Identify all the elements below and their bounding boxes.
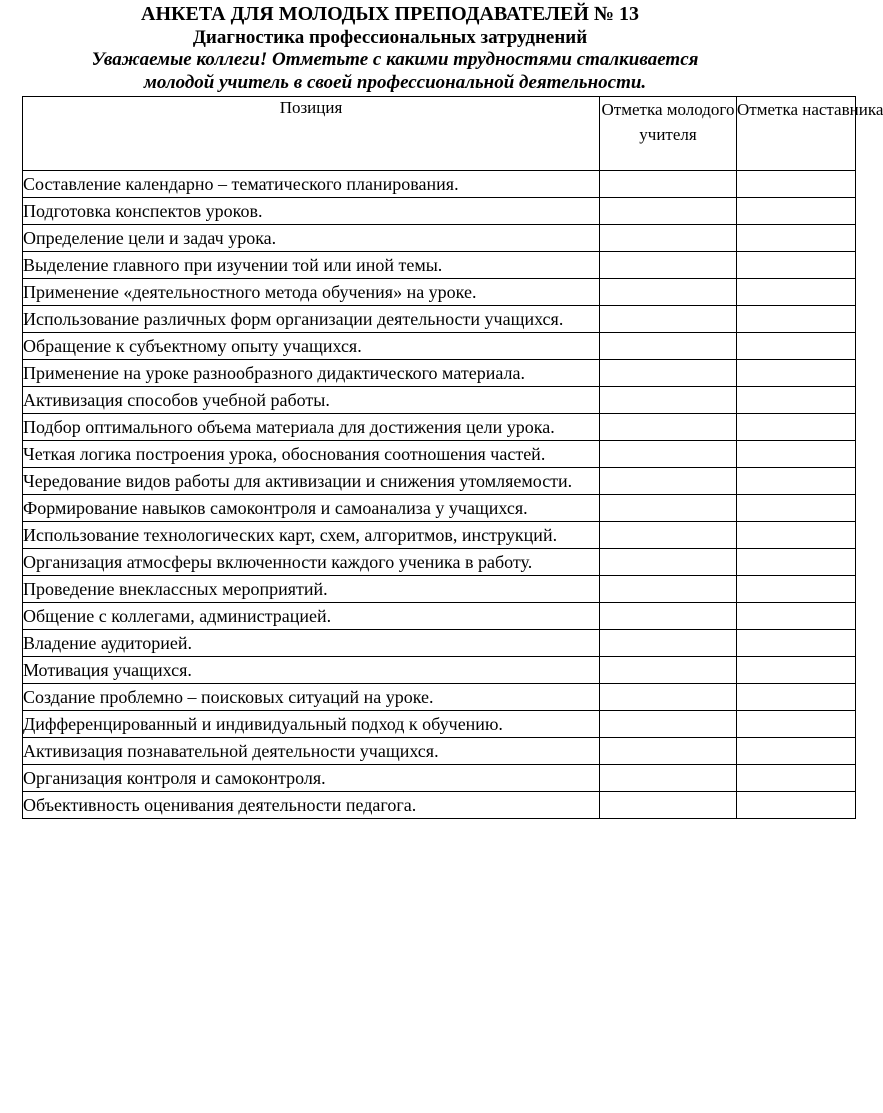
table-row (23, 603, 856, 630)
teacher-mark-cell[interactable] (600, 198, 737, 225)
position-cell: Составление календарно – тематического планирования. (23, 171, 600, 198)
teacher-mark-cell[interactable] (600, 792, 737, 819)
position-cell: Создание проблемно – поисковых ситуаций на уроке. (23, 684, 600, 711)
teacher-mark-cell[interactable] (600, 360, 737, 387)
teacher-mark-cell[interactable] (600, 225, 737, 252)
table-row (23, 360, 856, 387)
teacher-mark-cell[interactable] (600, 333, 737, 360)
teacher-mark-cell[interactable] (600, 252, 737, 279)
document-subtitle: Диагностика профессиональных затруднений (192, 27, 588, 48)
table-row (23, 198, 856, 225)
position-cell: Проведение внеклассных мероприятий. (23, 576, 600, 603)
position-cell: Подготовка конспектов уроков. (23, 198, 600, 225)
teacher-mark-cell[interactable] (600, 306, 737, 333)
mentor-mark-cell[interactable] (737, 765, 856, 792)
mentor-mark-cell[interactable] (737, 657, 856, 684)
position-cell: Применение на уроке разнообразного дидактического материала. (23, 360, 600, 387)
mentor-mark-cell[interactable] (737, 603, 856, 630)
teacher-mark-cell[interactable] (600, 765, 737, 792)
mentor-mark-cell[interactable] (737, 279, 856, 306)
mentor-mark-cell[interactable] (737, 306, 856, 333)
teacher-mark-cell[interactable] (600, 387, 737, 414)
teacher-mark-cell[interactable] (600, 441, 737, 468)
table-row (23, 684, 856, 711)
table-row (23, 306, 856, 333)
position-cell: Владение аудиторией. (23, 630, 600, 657)
mentor-mark-cell[interactable] (737, 630, 856, 657)
header-row (23, 97, 856, 171)
table-row (23, 630, 856, 657)
teacher-mark-cell[interactable] (600, 495, 737, 522)
teacher-mark-cell[interactable] (600, 414, 737, 441)
position-cell: Организация контроля и самоконтроля. (23, 765, 600, 792)
survey-table (22, 96, 883, 819)
position-cell: Чередование видов работы для активизации и снижения утомляемости. (23, 468, 600, 495)
table-row (23, 522, 856, 549)
teacher-mark-column-header: Отметка молодого учителя (600, 97, 737, 171)
mentor-mark-cell[interactable] (737, 522, 856, 549)
mentor-mark-cell[interactable] (737, 495, 856, 522)
mentor-mark-cell[interactable] (737, 576, 856, 603)
teacher-mark-cell[interactable] (600, 603, 737, 630)
position-cell: Мотивация учащихся. (23, 657, 600, 684)
position-cell: Четкая логика построения урока, обоснования соотношения частей. (23, 441, 600, 468)
mentor-mark-cell[interactable] (737, 414, 856, 441)
mentor-mark-cell[interactable] (737, 792, 856, 819)
position-cell: Использование технологических карт, схем, алгоритмов, инструкций. (23, 522, 600, 549)
teacher-mark-cell[interactable] (600, 522, 737, 549)
mentor-mark-cell[interactable] (737, 711, 856, 738)
mentor-mark-cell[interactable] (737, 549, 856, 576)
mentor-mark-column-header: Отметка наставника (737, 97, 856, 171)
position-cell: Использование различных форм организации деятельности учащихся. (23, 306, 600, 333)
position-cell: Формирование навыков самоконтроля и самоанализа у учащихся. (23, 495, 600, 522)
teacher-mark-cell[interactable] (600, 630, 737, 657)
table-row (23, 576, 856, 603)
position-cell: Применение «деятельностного метода обучения» на уроке. (23, 279, 600, 306)
table-row (23, 657, 856, 684)
mentor-mark-cell[interactable] (737, 441, 856, 468)
table-row (23, 225, 856, 252)
position-cell: Подбор оптимального объема материала для достижения цели урока. (23, 414, 600, 441)
table-row (23, 387, 856, 414)
position-cell: Объективность оценивания деятельности педагога. (23, 792, 600, 819)
mentor-mark-cell[interactable] (737, 684, 856, 711)
position-cell: Активизация способов учебной работы. (23, 387, 600, 414)
table-row (23, 441, 856, 468)
survey-table-body (23, 171, 856, 819)
table-row (23, 414, 856, 441)
document-title: АНКЕТА ДЛЯ МОЛОДЫХ ПРЕПОДАВАТЕЛЕЙ № 13 (141, 3, 639, 25)
position-column-header: Позиция (23, 97, 600, 171)
teacher-mark-cell[interactable] (600, 171, 737, 198)
table-row (23, 792, 856, 819)
position-cell: Определение цели и задач урока. (23, 225, 600, 252)
teacher-mark-cell[interactable] (600, 576, 737, 603)
position-cell: Общение с коллегами, администрацией. (23, 603, 600, 630)
mentor-mark-cell[interactable] (737, 387, 856, 414)
position-cell: Выделение главного при изучении той или иной темы. (23, 252, 600, 279)
teacher-mark-cell[interactable] (600, 549, 737, 576)
teacher-mark-cell[interactable] (600, 711, 737, 738)
table-row (23, 333, 856, 360)
teacher-mark-cell[interactable] (600, 468, 737, 495)
table-row (23, 252, 856, 279)
mentor-mark-cell[interactable] (737, 738, 856, 765)
teacher-mark-cell[interactable] (600, 738, 737, 765)
instruction-line-2: молодой учитель в своей профессиональной деятельности. (143, 72, 647, 93)
mentor-mark-cell[interactable] (737, 252, 856, 279)
teacher-mark-cell[interactable] (600, 684, 737, 711)
position-cell: Обращение к субъектному опыту учащихся. (23, 333, 600, 360)
mentor-mark-cell[interactable] (737, 468, 856, 495)
table-row (23, 468, 856, 495)
mentor-mark-cell[interactable] (737, 171, 856, 198)
table-row (23, 711, 856, 738)
table-row (23, 549, 856, 576)
mentor-mark-cell[interactable] (737, 198, 856, 225)
table-row (23, 171, 856, 198)
position-cell: Дифференцированный и индивидуальный подход к обучению. (23, 711, 600, 738)
table-row (23, 279, 856, 306)
mentor-mark-cell[interactable] (737, 360, 856, 387)
teacher-mark-cell[interactable] (600, 279, 737, 306)
table-row (23, 765, 856, 792)
mentor-mark-cell[interactable] (737, 225, 856, 252)
table-row (23, 495, 856, 522)
table-row (23, 738, 856, 765)
teacher-mark-cell[interactable] (600, 657, 737, 684)
mentor-mark-cell[interactable] (737, 333, 856, 360)
instruction-line-1: Уважаемые коллеги! Отметьте с какими трудностями сталкивается (91, 49, 699, 70)
position-cell: Организация атмосферы включенности каждого ученика в работу. (23, 549, 600, 576)
position-cell: Активизация познавательной деятельности учащихся. (23, 738, 600, 765)
